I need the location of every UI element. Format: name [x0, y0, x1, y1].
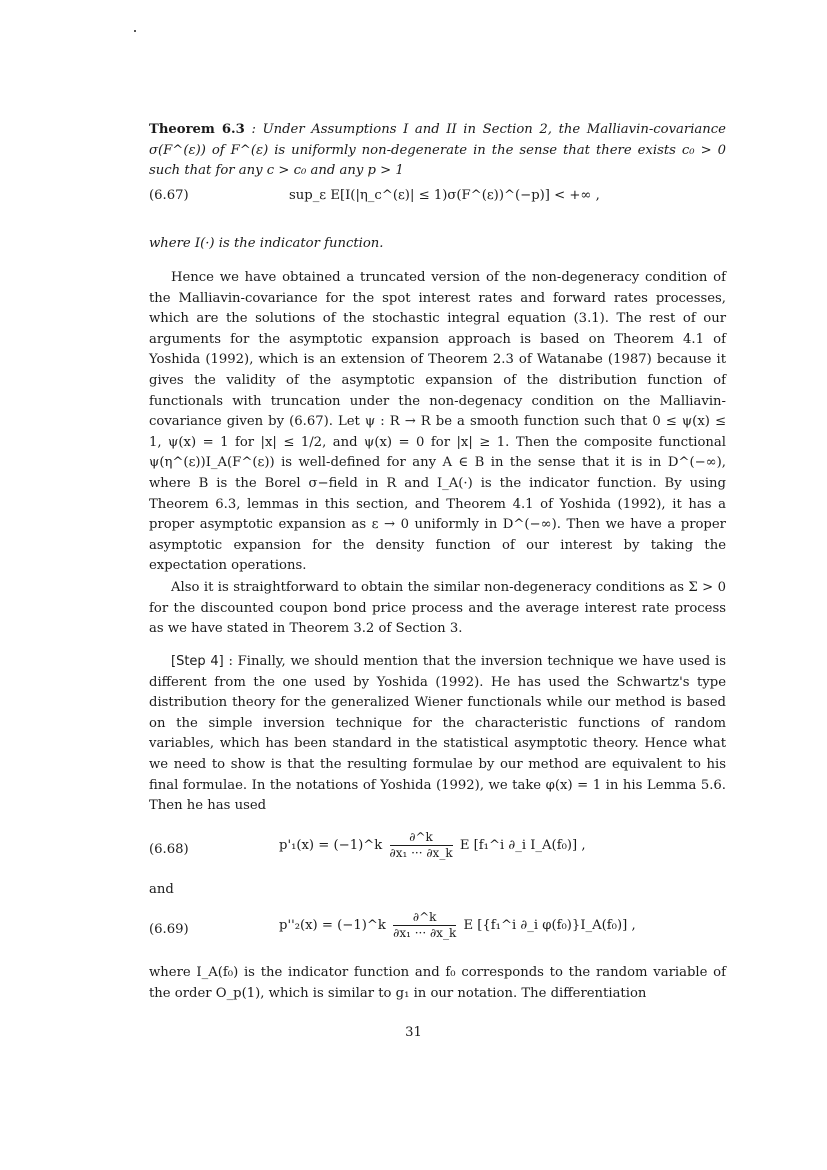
paragraph-text: Hence we have obtained a truncated version of the non-degeneracy condition of the Malliavin-covariance for the spot interest rates and forward rates processes, which are the solutions of the stochastic integral equation (3.1). The rest of our arguments for the asymptotic expansion approach is based on Theorem 4.1 of Yoshida (1992), which is an extension of Theorem 2.3 of Watanabe (1987) because it gives the validity of the asymptotic expansion of the distribution function of functionals with truncation under the non-degenacy condition on the Malliavin-covariance given by (6.67). Let ψ : R → R be a smooth function such that 0 ≤ ψ(x) ≤ 1, ψ(x) = 1 for |x| ≤ 1/2, and ψ(x) = 0 for |x| ≥ 1. Then the composite functional ψ(η^(ε))I_A(F^(ε)) is well-defined for any A ∈ B in the sense that it is in D^(−∞), where B is the Borel σ−field in R and I_A(·) is the indicator function. By using Theorem 6.3, lemmas in this section, and Theorem 4.1 of Yoshida (1992), it has a proper asymptotic expansion as ε → 0 uniformly in D^(−∞). Then we have a proper asymptotic expansion for the density function of our interest by taking the expectation operations. — [149, 270, 726, 574]
fraction-denominator: ∂x₁ ··· ∂x_k — [389, 846, 453, 860]
equation-lhs: p''₂(x) = (−1)^k — [279, 918, 386, 933]
theorem-paragraph — [149, 120, 726, 182]
derivative-fraction — [390, 830, 453, 861]
and-line — [149, 880, 726, 901]
equation-number: (6.67) — [149, 188, 189, 203]
body-paragraph-2 — [149, 578, 726, 640]
equation-formula — [279, 830, 586, 861]
step-label: [Step 4] — [171, 654, 224, 669]
equation-6-67 — [149, 188, 726, 234]
theorem-block — [149, 120, 726, 182]
paragraph-text: where I_A(f₀) is the indicator function and f₀ corresponds to the random variable of the order O_p(1), which is similar to g₁ in our notation. The differentiation — [149, 965, 726, 1001]
body-paragraph-1 — [149, 268, 726, 577]
body-paragraph-3 — [149, 963, 726, 1004]
step-4-paragraph — [149, 652, 726, 817]
fraction-denominator: ∂x₁ ··· ∂x_k — [393, 926, 457, 940]
fraction-numerator: ∂^k — [390, 830, 453, 846]
equation-formula: sup_ε E[I(|η_c^(ε)| ≤ 1)σ(F^(ε))^(−p)] < +∞ , — [289, 188, 600, 203]
speck — [134, 30, 136, 32]
derivative-fraction — [393, 910, 456, 941]
equation-rhs: E [{f₁^i ∂_i φ(f₀)}I_A(f₀)] , — [463, 918, 636, 933]
equation-formula — [279, 910, 636, 941]
theorem-label: Theorem 6.3 — [149, 122, 245, 137]
indicator-note: where I(·) is the indicator function. — [149, 236, 384, 251]
equation-number: (6.68) — [149, 842, 189, 857]
fraction-numerator: ∂^k — [393, 910, 456, 926]
theorem-statement: : Under Assumptions I and II in Section 2, the Malliavin-covariance σ(F^(ε)) of F^(ε) is uniformly non-degenerate in the sense that there exists c₀ > 0 such that for any c > c₀ and any p > 1 — [149, 122, 726, 179]
paragraph-text: Also it is straightforward to obtain the similar non-degeneracy conditions as Σ > 0 for the discounted coupon bond price process and the average interest rate process as we have stated in Theorem 3.2 of Section 3. — [149, 580, 726, 637]
step-text: : Finally, we should mention that the inversion technique we have used is different from the one used by Yoshida (1992). He has used the Schwartz's type distribution theory for the generalized Wiener functionals while our method is based on the simple inversion technique for the characteristic functions of random variables, which has been standard in the statistical asymptotic theory. Hence what we need to show is that the resulting formulae by our method are equivalent to his final formulae. In the notations of Yoshida (1992), we take φ(x) = 1 in his Lemma 5.6. Then he has used — [149, 654, 726, 814]
equation-number: (6.69) — [149, 922, 189, 937]
equation-6-68 — [149, 830, 726, 876]
equation-lhs: p'₁(x) = (−1)^k — [279, 838, 383, 853]
paragraph-text — [149, 652, 726, 817]
theorem-footnote — [149, 234, 726, 255]
page-number: 31 — [405, 1025, 422, 1040]
equation-rhs: E [f₁^i ∂_i I_A(f₀)] , — [459, 838, 586, 853]
equation-6-69 — [149, 910, 726, 956]
and-word: and — [149, 882, 174, 897]
